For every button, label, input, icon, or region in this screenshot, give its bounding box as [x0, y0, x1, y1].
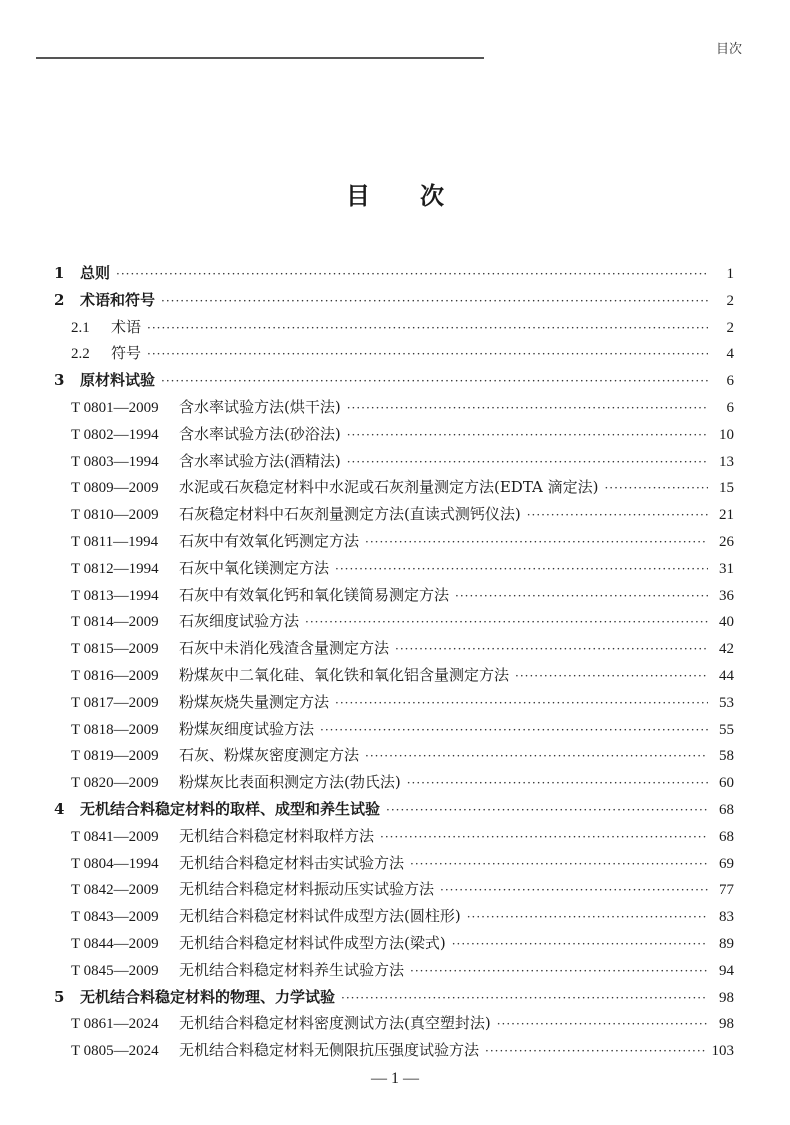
table-of-contents [54, 260, 734, 1064]
toc-entry[interactable] [54, 876, 734, 903]
toc-entry-title: 粉煤灰细度试验方法 [179, 719, 315, 738]
toc-entry[interactable] [54, 769, 734, 796]
toc-entry-page: 2 [726, 319, 734, 336]
toc-entry-number: 1 [54, 264, 65, 282]
toc-entry[interactable] [54, 582, 734, 609]
toc-entry-number: T 0803—1994 [71, 453, 159, 470]
dot-leader [161, 288, 708, 315]
dot-leader [395, 636, 708, 663]
toc-entry-title: 术语和符号 [80, 290, 156, 309]
toc-entry-number: T 0813—1994 [71, 587, 159, 604]
toc-entry[interactable] [54, 823, 734, 850]
toc-entry[interactable] [54, 796, 734, 823]
toc-entry-page: 2 [726, 292, 734, 309]
dot-leader [335, 556, 708, 583]
toc-entry-page: 77 [719, 882, 734, 899]
dot-leader [604, 475, 708, 502]
toc-entry-page: 55 [719, 721, 734, 738]
toc-entry-title: 无机结合料稳定材料振动压实试验方法 [179, 880, 435, 899]
toc-entry-title: 原材料试验 [80, 371, 156, 390]
toc-entry-title: 无机结合料稳定材料取样方法 [179, 826, 375, 845]
toc-entry-title: 术语 [111, 317, 142, 336]
toc-entry[interactable] [54, 394, 734, 421]
toc-entry-number: T 0845—2009 [71, 962, 159, 979]
toc-entry-title: 无机结合料稳定材料击实试验方法 [179, 853, 405, 872]
dot-leader [515, 663, 708, 690]
dot-leader [380, 824, 708, 851]
dot-leader [347, 395, 708, 422]
toc-entry-title: 石灰稳定材料中石灰剂量测定方法(直读式测钙仪法) [179, 505, 521, 524]
toc-entry-title: 石灰中氧化镁测定方法 [179, 558, 330, 577]
toc-entry-page: 69 [719, 855, 734, 872]
toc-entry[interactable] [54, 314, 734, 341]
toc-entry-page: 1 [726, 266, 734, 282]
toc-entry-number: T 0816—2009 [71, 667, 159, 684]
toc-entry[interactable] [54, 903, 734, 930]
toc-entry-number: T 0820—2009 [71, 775, 159, 792]
toc-entry-page: 21 [719, 507, 734, 524]
dot-leader [116, 261, 708, 288]
toc-entry-number: T 0817—2009 [71, 694, 159, 711]
toc-entry-page: 6 [726, 373, 734, 390]
toc-entry-title: 含水率试验方法(砂浴法) [179, 424, 341, 443]
dot-leader [407, 770, 708, 797]
toc-entry-title: 无机结合料稳定材料密度测试方法(真空塑封法) [179, 1014, 491, 1033]
page-title: 目次 [346, 182, 494, 210]
toc-entry-page: 68 [719, 801, 734, 818]
toc-entry-number: 2 [54, 290, 65, 309]
toc-entry-page: 13 [719, 453, 734, 470]
dot-leader [410, 958, 708, 985]
toc-entry-page: 4 [726, 346, 734, 363]
toc-entry-number: T 0815—2009 [71, 641, 159, 658]
toc-entry-title: 粉煤灰比表面积测定方法(勃氏法) [179, 773, 401, 792]
dot-leader [365, 743, 708, 770]
toc-entry[interactable] [54, 1037, 734, 1064]
dot-leader [147, 341, 708, 368]
toc-entry-number: T 0843—2009 [71, 909, 159, 926]
toc-entry-number: T 0801—2009 [71, 399, 159, 416]
dot-leader [485, 1038, 705, 1065]
toc-entry-title: 石灰中有效氧化钙测定方法 [179, 531, 360, 550]
toc-entry-title: 石灰、粉煤灰密度测定方法 [179, 746, 360, 765]
toc-entry[interactable] [54, 421, 734, 448]
dot-leader [386, 797, 708, 824]
toc-entry-title: 无机结合料稳定材料的物理、力学试验 [80, 987, 336, 1006]
toc-entry-title: 无机结合料稳定材料试件成型方法(梁式) [179, 933, 446, 952]
toc-entry[interactable] [54, 742, 734, 769]
toc-entry[interactable] [54, 957, 734, 984]
dot-leader [161, 368, 708, 395]
dot-leader [365, 529, 708, 556]
toc-entry-number: T 0805—2024 [71, 1043, 159, 1060]
toc-entry-page: 98 [719, 1016, 734, 1033]
dot-leader [497, 1011, 708, 1038]
dot-leader [452, 931, 708, 958]
toc-entry[interactable] [54, 340, 734, 367]
toc-entry[interactable] [54, 689, 734, 716]
toc-entry[interactable] [54, 287, 734, 314]
toc-entry-page: 36 [719, 587, 734, 604]
toc-entry-page: 10 [719, 426, 734, 443]
toc-entry[interactable] [54, 1010, 734, 1037]
toc-entry-page: 103 [711, 1043, 734, 1060]
dot-leader [305, 609, 708, 636]
toc-entry-page: 94 [719, 962, 734, 979]
toc-entry-page: 26 [719, 533, 734, 550]
toc-entry-number: T 0842—2009 [71, 882, 159, 899]
toc-entry-number: 5 [54, 987, 65, 1006]
toc-entry[interactable] [54, 367, 734, 394]
toc-entry-page: 15 [719, 480, 734, 497]
dot-leader [335, 690, 708, 717]
toc-entry-title: 石灰细度试验方法 [179, 612, 300, 631]
toc-entry-page: 6 [726, 399, 734, 416]
dot-leader [341, 985, 708, 1012]
toc-entry-page: 58 [719, 748, 734, 765]
toc-entry[interactable] [54, 635, 734, 662]
toc-entry-number: T 0844—2009 [71, 935, 159, 952]
dot-leader [347, 422, 708, 449]
dot-leader [147, 315, 708, 342]
toc-entry-number: 2.1 [71, 319, 90, 336]
toc-entry-number: T 0810—2009 [71, 507, 159, 524]
toc-entry-number: T 0812—1994 [71, 560, 159, 577]
toc-entry[interactable] [54, 716, 734, 743]
toc-entry-number: T 0841—2009 [71, 828, 159, 845]
toc-entry-number: 4 [54, 799, 65, 818]
toc-entry-title: 无机结合料稳定材料养生试验方法 [179, 960, 405, 979]
toc-entry-title: 石灰中有效氧化钙和氧化镁简易测定方法 [179, 585, 450, 604]
toc-entry[interactable] [54, 662, 734, 689]
toc-entry-number: T 0819—2009 [71, 748, 159, 765]
toc-entry-number: T 0811—1994 [71, 533, 159, 550]
toc-entry[interactable] [54, 260, 734, 287]
toc-entry-number: T 0814—2009 [71, 614, 159, 631]
toc-entry-title: 无机结合料稳定材料试件成型方法(圆柱形) [179, 907, 461, 926]
toc-entry-number: T 0818—2009 [71, 721, 159, 738]
toc-entry-title: 无机结合料稳定材料的取样、成型和养生试验 [80, 799, 381, 818]
dot-leader [455, 583, 708, 610]
toc-entry-title: 石灰中未消化残渣含量测定方法 [179, 639, 390, 658]
toc-entry[interactable] [54, 474, 734, 501]
toc-entry-page: 31 [719, 560, 734, 577]
dot-leader [320, 717, 708, 744]
dot-leader [440, 877, 708, 904]
toc-entry-title: 粉煤灰烧失量测定方法 [179, 692, 330, 711]
toc-entry-number: 2.2 [71, 346, 90, 363]
dot-leader [347, 449, 708, 476]
toc-entry[interactable] [54, 984, 734, 1011]
toc-entry-title: 水泥或石灰稳定材料中水泥或石灰剂量测定方法(EDTA 滴定法) [179, 478, 599, 497]
toc-entry-number: 3 [54, 371, 65, 390]
toc-entry-number: T 0802—1994 [71, 426, 159, 443]
toc-entry-title: 粉煤灰中二氧化硅、氧化铁和氧化铝含量测定方法 [179, 665, 510, 684]
toc-entry-title: 总则 [80, 264, 111, 282]
toc-entry-title: 符号 [111, 344, 142, 363]
toc-entry-number: T 0809—2009 [71, 480, 159, 497]
toc-entry-title: 含水率试验方法(烘干法) [179, 397, 341, 416]
toc-entry[interactable] [54, 850, 734, 877]
toc-entry[interactable] [54, 448, 734, 475]
toc-entry[interactable] [54, 501, 734, 528]
toc-entry[interactable] [54, 608, 734, 635]
toc-entry-page: 83 [719, 909, 734, 926]
running-header: 目次 [715, 42, 742, 57]
dot-leader [410, 851, 708, 878]
toc-entry-title: 含水率试验方法(酒精法) [179, 451, 341, 470]
dot-leader [467, 904, 708, 931]
toc-entry-page: 53 [719, 694, 734, 711]
toc-entry-number: T 0861—2024 [71, 1016, 159, 1033]
toc-entry-title: 无机结合料稳定材料无侧限抗压强度试验方法 [179, 1041, 480, 1060]
toc-entry[interactable] [54, 930, 734, 957]
toc-entry[interactable] [54, 555, 734, 582]
toc-entry-page: 42 [719, 641, 734, 658]
header-rule [36, 57, 484, 59]
page-number: — 1 — [371, 1070, 419, 1087]
toc-entry[interactable] [54, 528, 734, 555]
toc-entry-page: 68 [719, 828, 734, 845]
dot-leader [527, 502, 708, 529]
toc-entry-page: 89 [719, 935, 734, 952]
toc-entry-number: T 0804—1994 [71, 855, 159, 872]
toc-entry-page: 98 [719, 989, 734, 1006]
toc-entry-page: 60 [719, 775, 734, 792]
toc-entry-page: 44 [719, 667, 734, 684]
toc-entry-page: 40 [719, 614, 734, 631]
